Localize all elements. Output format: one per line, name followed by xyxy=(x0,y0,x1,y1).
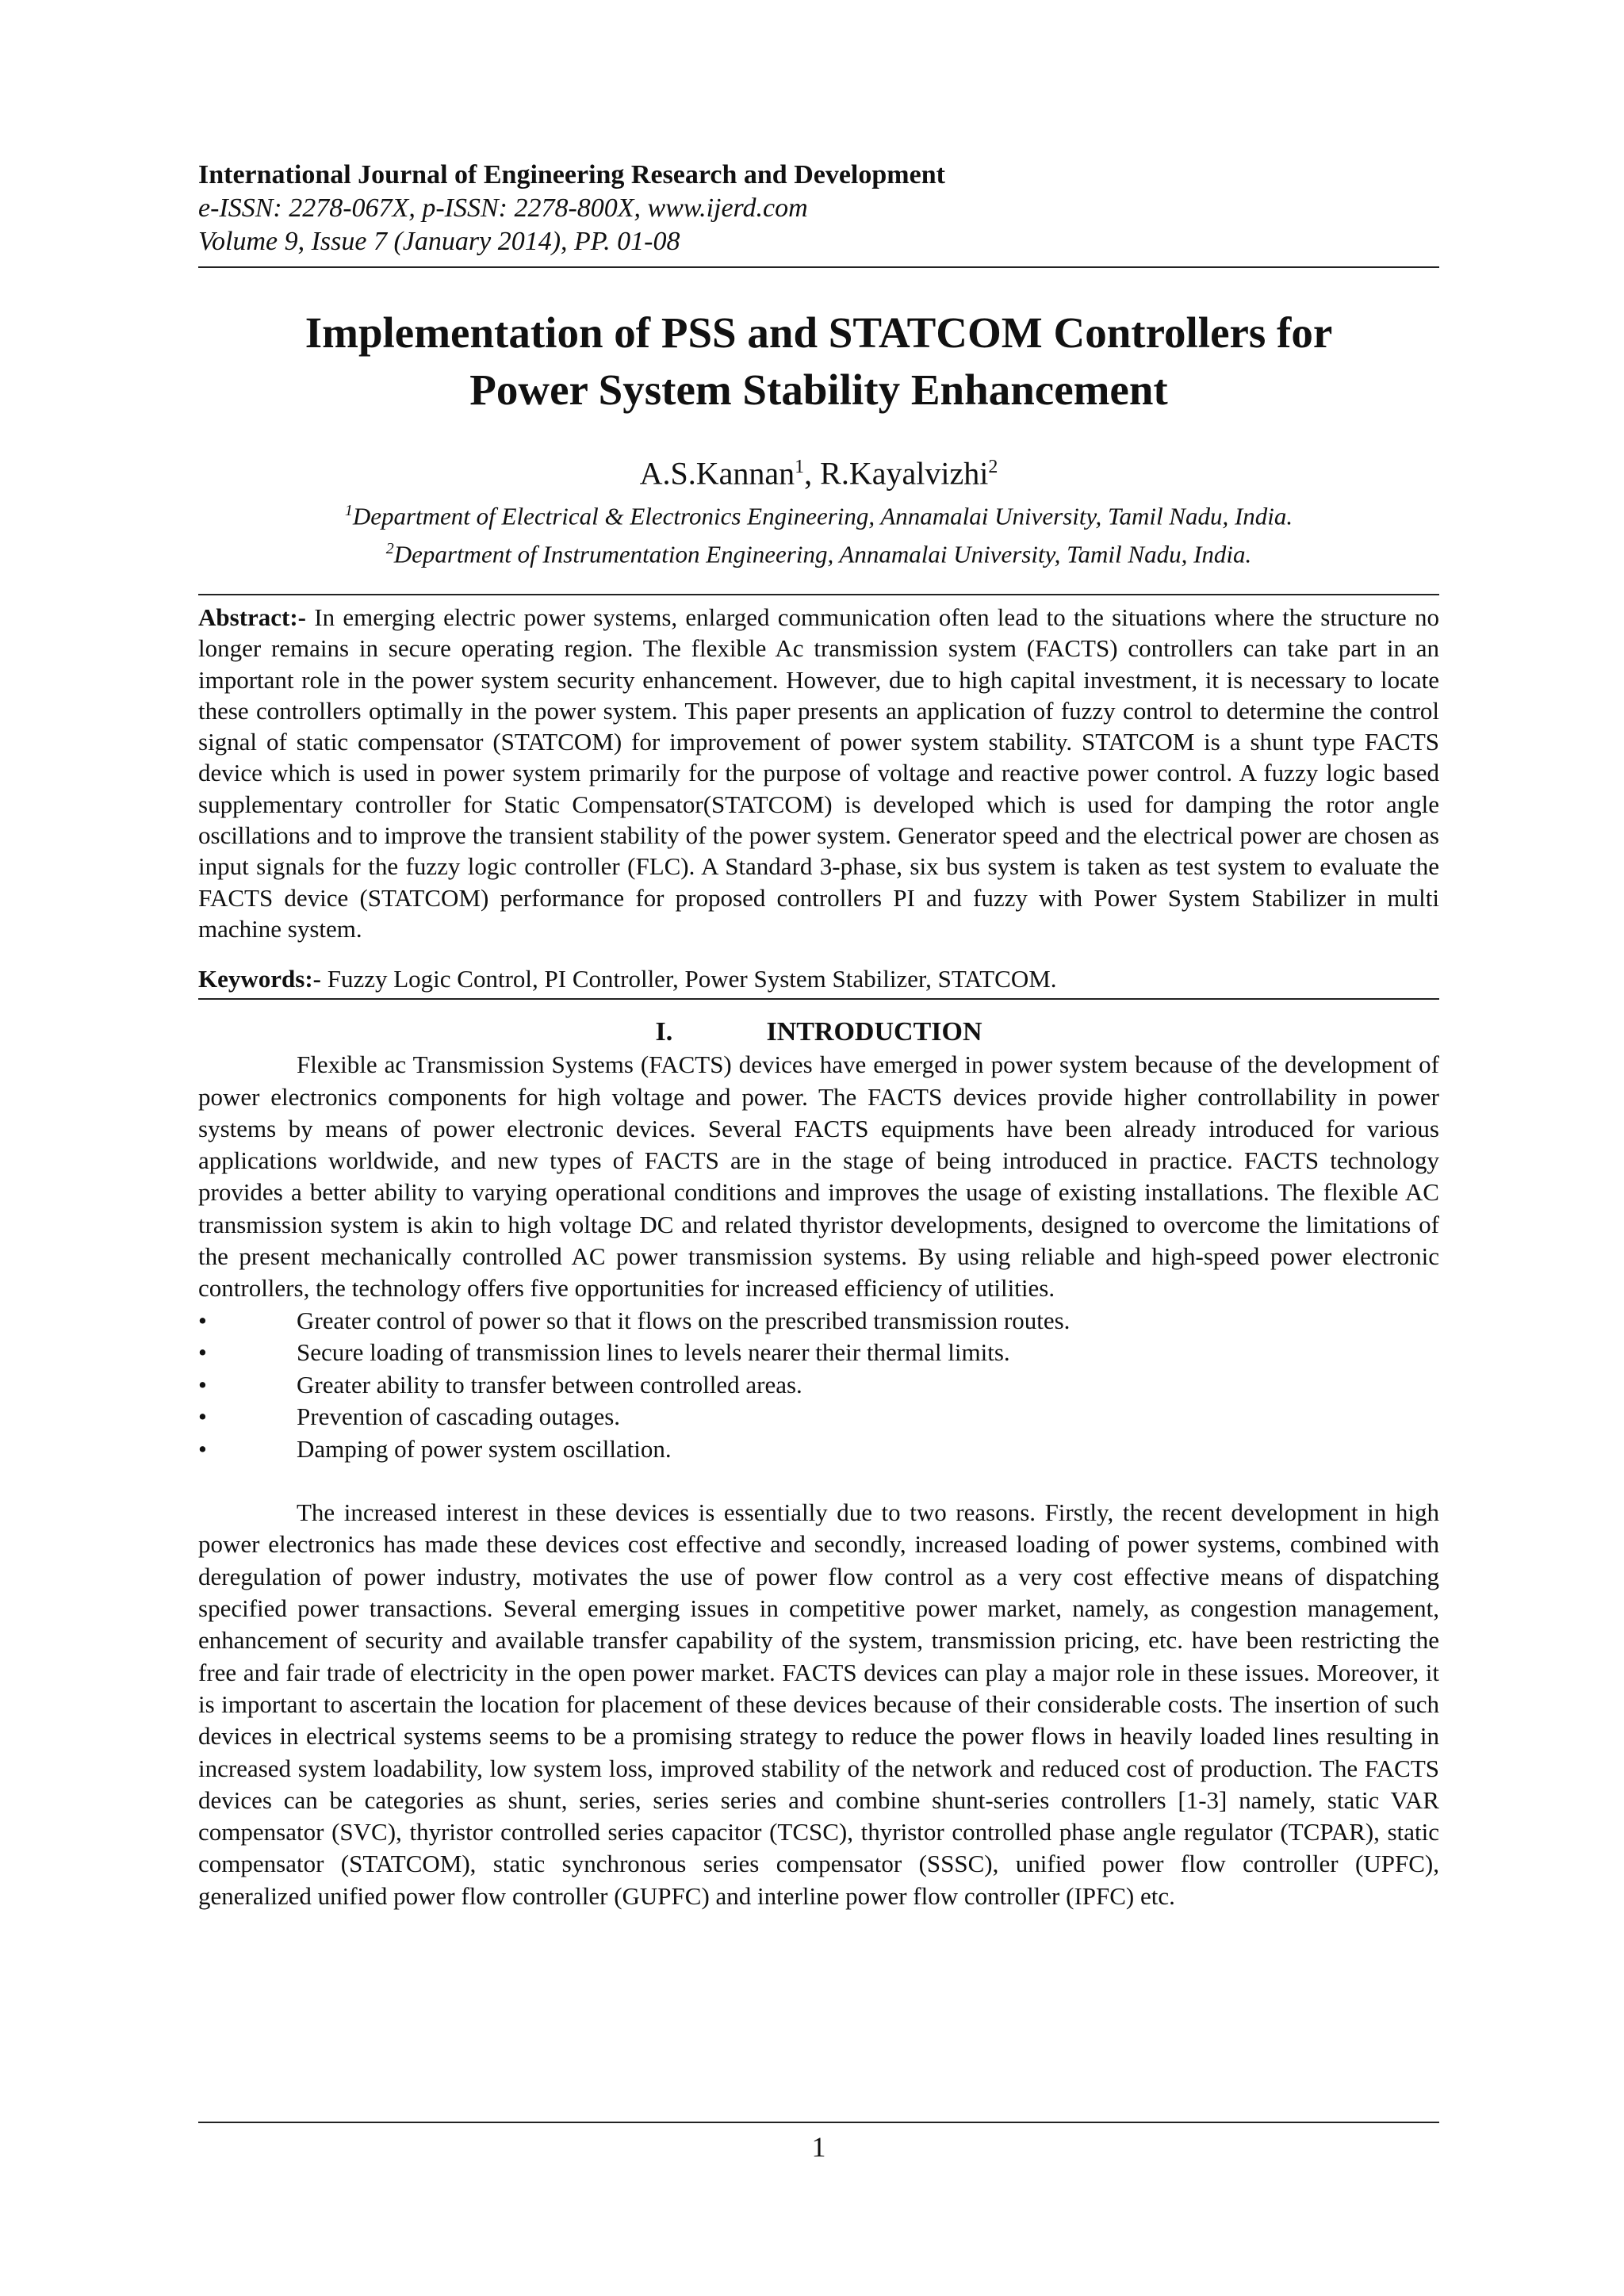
author-2-affil-mark: 2 xyxy=(988,457,998,477)
journal-name: International Journal of Engineering Research and Development xyxy=(198,160,945,189)
title-line-2: Power System Stability Enhancement xyxy=(469,365,1168,414)
intro-paragraph-2: The increased interest in these devices is essentially due to two reasons. Firstly, the recent development in high power electronics has made these devices cost effective and secondly, increased loading of power systems, combined with deregulation of power industry, motivates the use of power flow control as a very cost effective means of dispatching specified power transactions. Several emerging issues in competitive power market, namely, as congestion management, enhancement of security and available transfer capability of the system, transmission pricing, etc. have been restricting the free and fair trade of electricity in the open power market. FACTS devices can play a major role in these issues. Moreover, it is important to ascertain the location for placement of these devices because of their considerable costs. The insertion of such devices in electrical systems seems to be a promising strategy to reduce the power flows in heavily loaded lines resulting in increased system loadability, low system loss, improved stability of the network and reduced cost of production. The FACTS devices can be categories as shunt, series, series series and combine shunt-series controllers [1-3] namely, static VAR compensator (SVC), thyristor controlled series capacitor (TCSC), thyristor controlled phase angle regulator (TCPAR), static compensator (STATCOM), static synchronous series compensator (SSSC), unified power flow controller (UPFC), generalized unified power flow controller (GUPFC) and interline power flow controller (IPFC) etc. xyxy=(198,1498,1439,1910)
footer-divider xyxy=(198,2122,1439,2123)
paper-title xyxy=(198,304,1439,419)
title-line-1: Implementation of PSS and STATCOM Controllers for xyxy=(304,308,1333,357)
affiliation-2-mark: 2 xyxy=(385,539,394,557)
bullet-icon: • xyxy=(198,1306,207,1334)
keywords-text: Fuzzy Logic Control, PI Controller, Power System Stabilizer, STATCOM. xyxy=(327,965,1057,993)
keywords-divider xyxy=(198,998,1439,1000)
list-item: • Damping of power system oscillation. xyxy=(198,1433,1439,1466)
paper-page xyxy=(198,159,1439,1912)
section-number: I. xyxy=(655,1017,673,1047)
opportunities-list xyxy=(198,1305,1439,1466)
keywords xyxy=(198,963,1439,995)
header-divider xyxy=(198,266,1439,268)
affiliation-1-mark: 1 xyxy=(344,502,353,520)
affiliation-1 xyxy=(198,495,1439,532)
section-heading-introduction xyxy=(198,1016,1439,1049)
list-item: • Greater control of power so that it flows on the prescribed transmission routes. xyxy=(198,1305,1439,1337)
bullet-icon: • xyxy=(198,1402,207,1431)
journal-volume: Volume 9, Issue 7 (January 2014), PP. 01-08 xyxy=(198,227,680,256)
affiliation-2-text: Department of Instrumentation Engineering, Annamalai University, Tamil Nadu, India. xyxy=(393,539,1252,568)
abstract-top-divider xyxy=(198,594,1439,595)
page-number: 1 xyxy=(811,2131,826,2163)
author-1: A.S.Kannan xyxy=(639,455,795,492)
intro-paragraph-1: Flexible ac Transmission Systems (FACTS) devices have emerged in power system because of the development of power electronics components for high voltage and power. The FACTS devices provide higher controllability in power systems by means of power electronic devices. Several FACTS equipments have been already introduced for various applications worldwide, and new types of FACTS are in the stage of being introduced in practice. FACTS technology provides a better ability to varying operational conditions and improves the usage of existing installations. The flexible AC transmission system is akin to high voltage DC and related thyristor developments, designed to overcome the limitations of the present mechanically controlled AC power transmission systems. By using reliable and high-speed power electronic controllers, the technology offers five opportunities for increased efficiency of utilities. xyxy=(198,1050,1439,1303)
abstract xyxy=(198,602,1439,944)
keywords-label: Keywords:- xyxy=(198,965,321,993)
affiliation-1-text: Department of Electrical & Electronics Engineering, Annamalai University, Tamil Nadu, India. xyxy=(352,502,1293,530)
affiliation-2 xyxy=(198,533,1439,570)
journal-issn: e-ISSN: 2278-067X, p-ISSN: 2278-800X, www.ijerd.com xyxy=(198,193,808,223)
section-title: INTRODUCTION xyxy=(766,1017,982,1047)
author-list xyxy=(198,447,1439,493)
list-item: • Prevention of cascading outages. xyxy=(198,1401,1439,1433)
author-separator: , xyxy=(804,455,821,492)
list-item: • Greater ability to transfer between controlled areas. xyxy=(198,1369,1439,1402)
bullet-icon: • xyxy=(198,1338,207,1367)
bullet-icon: • xyxy=(198,1370,207,1399)
bullet-icon: • xyxy=(198,1434,207,1463)
author-1-affil-mark: 1 xyxy=(795,457,805,477)
abstract-text: In emerging electric power systems, enlarged communication often lead to the situations where the structure no longer remains in secure operating region. The flexible Ac transmission system (FACTS) controllers can take part in an important role in the power system security enhancement. However, due to high capital investment, it is necessary to locate these controllers optimally in the power system. This paper presents an application of fuzzy control to determine the control signal of static compensator (STATCOM) for improvement of power system stability. STATCOM is a shunt type FACTS device which is used in power system primarily for the purpose of voltage and reactive power control. A fuzzy logic based supplementary controller for Static Compensator(STATCOM) is developed which is used for damping the rotor angle oscillations and to improve the transient stability of the power system. Generator speed and the electrical power are chosen as input signals for the fuzzy logic controller (FLC). A Standard 3-phase, six bus system is taken as test system to evaluate the FACTS device (STATCOM) performance for proposed controllers PI and fuzzy with Power System Stabilizer in multi machine system. xyxy=(198,603,1439,943)
author-2: R.Kayalvizhi xyxy=(820,455,989,492)
abstract-label: Abstract:- xyxy=(198,603,307,631)
list-item: • Secure loading of transmission lines to levels nearer their thermal limits. xyxy=(198,1337,1439,1369)
journal-header xyxy=(198,159,1439,258)
